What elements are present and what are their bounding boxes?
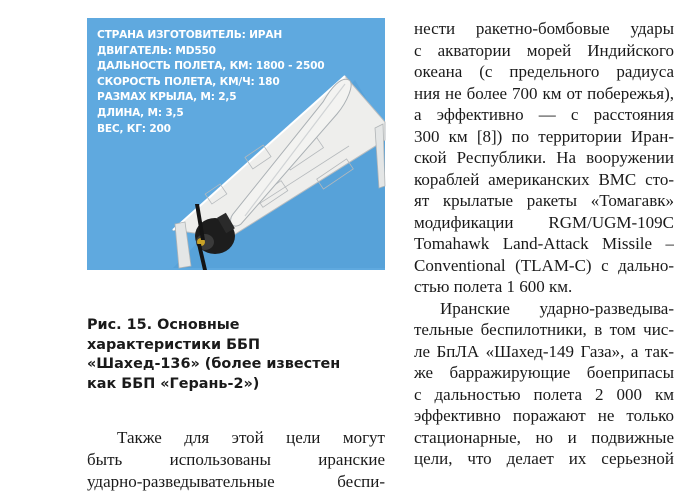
text-line: ской Республики. На вооружении xyxy=(414,148,674,167)
text-line: ят крылатые ракеты «Томагавк» xyxy=(414,191,674,210)
text-line: тельные беспилотники, в том чис- xyxy=(414,320,674,339)
spec-wingspan: РАЗМАХ КРЫЛА, М: 2,5 xyxy=(97,91,237,104)
right-column-text xyxy=(414,18,674,470)
caption-line: как ББП «Герань-2») xyxy=(87,375,260,392)
text-line: Также для этой цели могут xyxy=(117,428,385,447)
spec-list xyxy=(97,28,324,137)
spec-weight: ВЕС, КГ: 200 xyxy=(97,122,171,135)
text-line: ния не более 700 км от побережья), xyxy=(414,83,674,103)
text-line: с акватории морей Индийского xyxy=(414,40,674,60)
drone-figure xyxy=(87,18,385,270)
text-line: Иранские ударно-разведыва- xyxy=(440,298,674,318)
text-line: Conventional (TLAM-C) с дально- xyxy=(414,255,674,275)
spec-country: СТРАНА ИЗГОТОВИТЕЛЬ: ИРАН xyxy=(97,29,282,41)
text-line: же барражирующие боеприпасы xyxy=(414,363,674,382)
text-line: кораблей американских ВМС сто- xyxy=(414,169,674,189)
spec-range: ДАЛЬНОСТЬ ПОЛЕТА, КМ: 1800 - 2500 xyxy=(97,60,325,73)
figure-caption xyxy=(87,316,387,394)
text-line: а эффективно — с расстояния xyxy=(414,105,674,124)
text-line: стационарные, но и подвижные xyxy=(414,427,674,447)
caption-line: «Шахед-136» (более известен xyxy=(87,356,341,372)
text-line: Tomahawk Land-Attack Missile – xyxy=(414,234,674,253)
text-line: модификации RGM/UGM-109C xyxy=(414,212,674,232)
spec-length: ДЛИНА, М: 3,5 xyxy=(97,106,184,119)
text-line: стью полета 1 600 км. xyxy=(414,277,573,296)
text-line: ле БпЛА «Шахед-149 Газа», а так- xyxy=(414,341,674,361)
spec-engine: ДВИГАТЕЛЬ: MD550 xyxy=(97,44,216,57)
left-column-text xyxy=(87,427,385,493)
text-line: ударно-разведывательные беспи- xyxy=(87,472,385,491)
caption-line: характеристики ББП xyxy=(87,336,261,353)
text-line: с дальностью полета 2 000 км xyxy=(414,384,674,404)
text-line: быть использованы иранские xyxy=(87,450,385,469)
text-line: 300 км [8]) по территории Иран- xyxy=(414,126,674,146)
spec-speed: СКОРОСТЬ ПОЛЕТА, КМ/Ч: 180 xyxy=(97,75,280,88)
text-line: океана (с предельного радиуса xyxy=(414,62,674,81)
text-line: цели, что делает их серьезной xyxy=(414,449,674,468)
text-line: нести ракетно-бомбовые удары xyxy=(414,19,674,38)
text-line: эффективно поражают не только xyxy=(414,406,674,425)
caption-line: Рис. 15. Основные xyxy=(87,317,240,333)
